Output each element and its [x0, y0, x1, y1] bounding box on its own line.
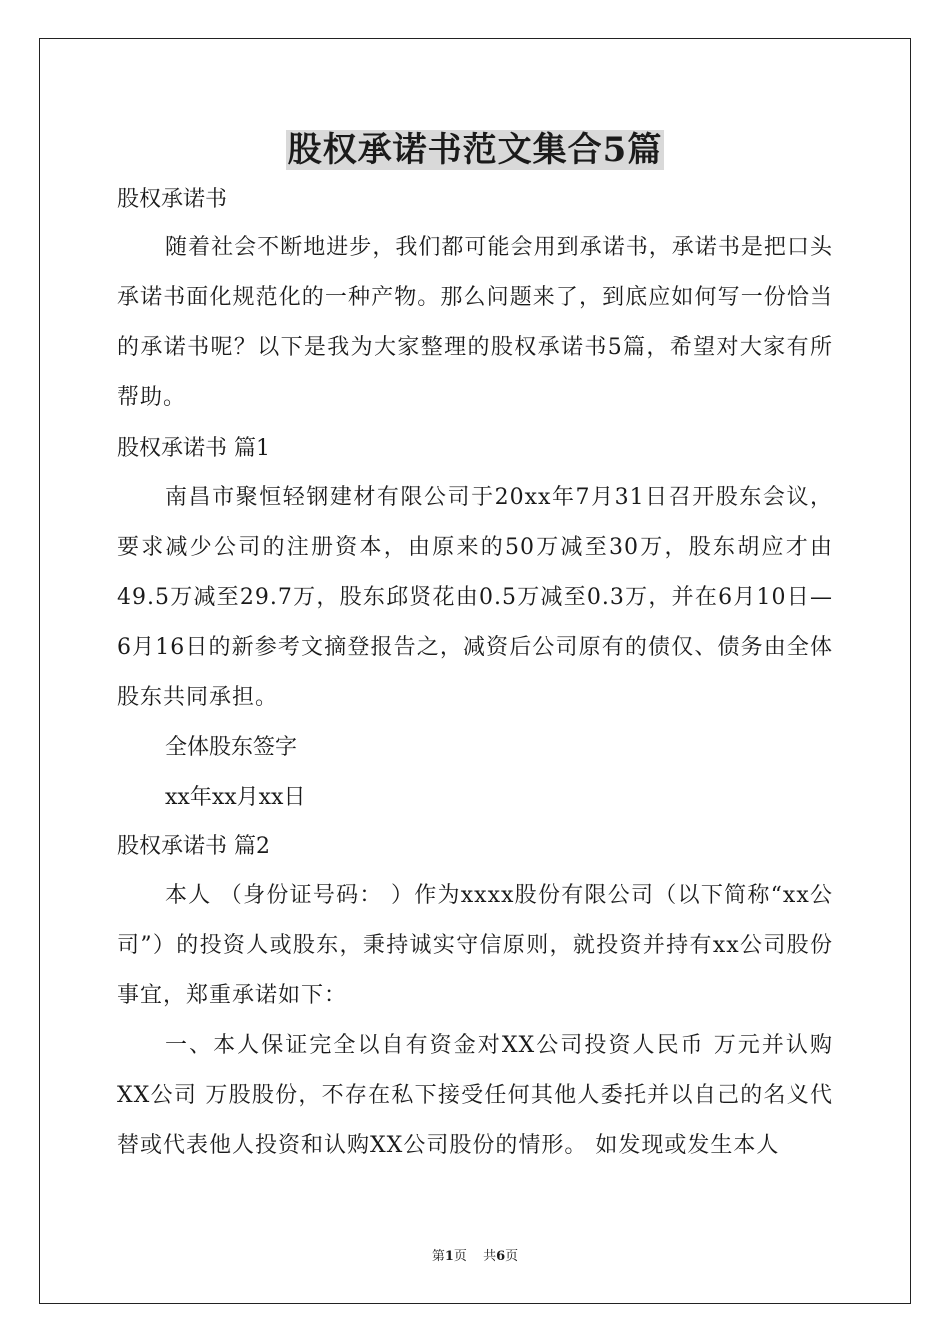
section-1-signature-label: 全体股东签字 — [165, 735, 298, 760]
section-2-paragraph-1: 本人 （身份证号码： ）作为xxxx股份有限公司（以下简称“xx公司”）的投资人或股东，秉持诚实守信原则，就投资并持有xx公司股份事宜，郑重承诺如下： — [117, 883, 833, 1008]
section-1-paragraph: 南昌市聚恒轻钢建材有限公司于20xx年7月31日召开股东会议，要求减少公司的注册资本，由原来的50万减至30万，股东胡应才由49.5万减至29.7万，股东邱贤花由0.5万减至0.3万，并在6月10日—6月16日的新参考文摘登报告之，减资后公司原有的债仅、债务由全体股东共同承担。 — [117, 485, 833, 710]
intro-paragraph: 随着社会不断地进步，我们都可能会用到承诺书，承诺书是把口头承诺书面化规范化的一种产物。那么问题来了，到底应如何写一份恰当的承诺书呢？以下是我为大家整理的股权承诺书5篇，希望对大家有所帮助。 — [117, 235, 833, 410]
document-title — [0, 126, 950, 174]
section-1-date: xx年xx月xx日 — [165, 785, 306, 810]
document-title-text: 股权承诺书范文集合5篇 — [287, 130, 663, 170]
section-1-heading: 股权承诺书 篇1 — [117, 436, 270, 461]
section-2-paragraph-2: 一、本人保证完全以自有资金对XX公司投资人民币 万元并认购XX公司 万股股份，不存在私下接受任何其他人委托并以自己的名义代替或代表他人投资和认购XX公司股份的情形。 如发现或发生本人 — [117, 1033, 833, 1158]
intro-heading: 股权承诺书 — [117, 187, 228, 212]
page-footer — [0, 1248, 950, 1266]
page-number: 第1页 — [431, 1249, 467, 1264]
page-total: 共6页 — [483, 1249, 519, 1264]
section-2-heading: 股权承诺书 篇2 — [117, 834, 270, 859]
